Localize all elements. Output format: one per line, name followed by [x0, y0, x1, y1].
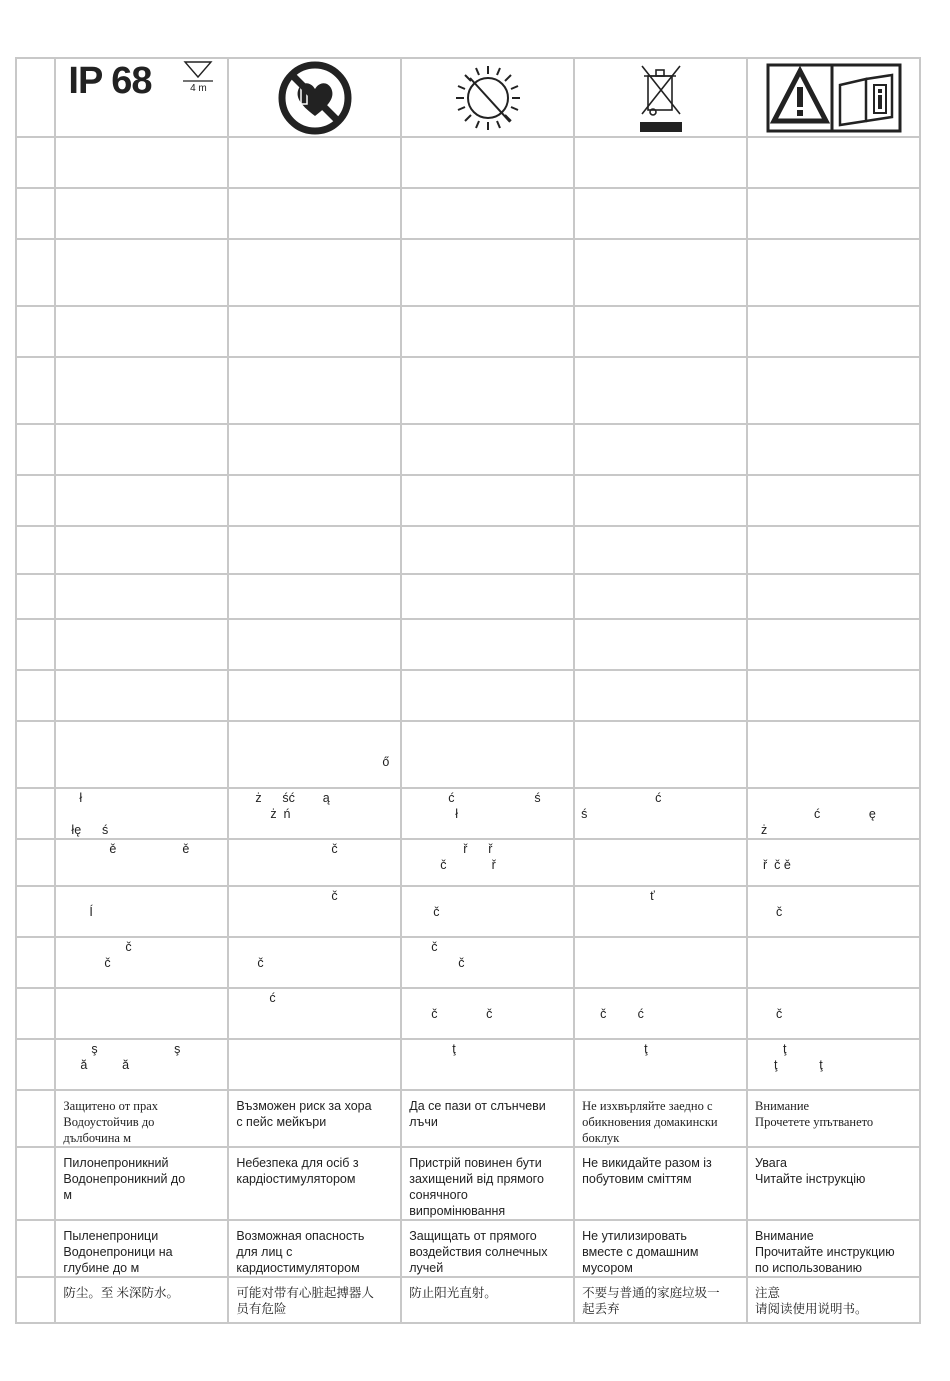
- sun-cell: [401, 58, 574, 137]
- pacemaker-text: 可能对带有心脏起搏器人 员有危险: [236, 1286, 374, 1316]
- sun-crossed-icon: [452, 62, 524, 134]
- warning-read-manual-icon: [766, 63, 902, 133]
- text-fragment: ť: [650, 889, 655, 903]
- table-row-ru: [16, 1220, 920, 1277]
- lang-cell: [16, 58, 55, 137]
- sunlight-text: Да се пази от слънчеви лъчи: [409, 1099, 546, 1129]
- sunlight-text: Пристрій повинен бути захищений від прямого сонячного випромінювання: [409, 1156, 544, 1218]
- text-fragment: č ř: [440, 858, 496, 872]
- text-fragment: ś: [581, 807, 588, 821]
- dust-water-text: Пилонепроникний Водонепроникний до м: [63, 1156, 186, 1202]
- table-row: [16, 475, 920, 526]
- manual-text: Внимание Прочитайте инструкцию по использованию: [755, 1229, 895, 1275]
- text-fragment: ż ść ą: [255, 791, 330, 805]
- pacemaker-cell: [228, 58, 401, 137]
- table-row-uk: [16, 1147, 920, 1220]
- depth-label: 4 m: [190, 83, 207, 94]
- text-fragment: č č: [431, 1007, 493, 1021]
- table-row: [16, 788, 920, 839]
- text-fragment: č: [431, 940, 438, 954]
- text-fragment: Í: [89, 905, 93, 919]
- table-row: [16, 619, 920, 670]
- dust-water-text: Защитено от прах Водоустойчив до дълбочина м: [63, 1099, 159, 1145]
- text-fragment: ć ś: [448, 791, 541, 805]
- text-fragment: ţ: [452, 1042, 456, 1056]
- manual-text: 注意 请阅读使用说明书。: [755, 1286, 868, 1316]
- text-fragment: č: [433, 905, 440, 919]
- table-row: [16, 137, 920, 188]
- pacemaker-text: Небезпека для осіб з кардіостимулятором: [236, 1156, 359, 1186]
- text-fragment: č: [458, 956, 465, 970]
- pacemaker-text: Възможен риск за хора с пейс мейкъри: [236, 1099, 372, 1129]
- table-row: [16, 574, 920, 619]
- table-row-zh: [16, 1277, 920, 1323]
- text-fragment: ř č ě: [763, 858, 791, 872]
- text-fragment: č: [776, 905, 783, 919]
- dust-water-text: 防尘。至 米深防水。: [63, 1286, 180, 1300]
- disposal-text: Не викидайте разом із побутовим сміттям: [582, 1156, 712, 1186]
- table-row: [16, 357, 920, 424]
- text-fragment: č: [331, 842, 338, 856]
- table-row: [16, 839, 920, 886]
- text-fragment: ć: [655, 791, 662, 805]
- table-row: [16, 424, 920, 475]
- disposal-text: Не изхвърляйте заедно с обикновения домакински боклук: [582, 1099, 718, 1145]
- text-fragment: ě ě: [109, 842, 190, 856]
- sunlight-text: Защищать от прямого воздействия солнечных лучей: [409, 1229, 548, 1275]
- table-row: [16, 1039, 920, 1090]
- water-level-icon: [183, 61, 213, 83]
- depth-marker: [182, 61, 214, 94]
- disposal-cell: [574, 58, 747, 137]
- ip-rating-cell: [55, 58, 228, 137]
- table-row: [16, 886, 920, 937]
- disposal-text: 不要与普通的家庭垃圾一 起丢弃: [582, 1286, 720, 1316]
- text-fragment: č: [104, 956, 111, 970]
- text-fragment: ż ń: [270, 807, 291, 821]
- text-fragment: ř ř: [463, 842, 493, 856]
- table-row: [16, 306, 920, 357]
- text-fragment: ć ę: [814, 807, 876, 821]
- text-fragment: ţ: [783, 1042, 787, 1056]
- text-fragment: ż: [761, 823, 768, 837]
- text-fragment: č: [331, 889, 338, 903]
- text-fragment: łę ś: [71, 823, 109, 837]
- table-row: [16, 239, 920, 306]
- text-fragment: ţ ţ: [774, 1058, 823, 1072]
- icon-row: [16, 58, 920, 137]
- table-row: [16, 937, 920, 988]
- table-row: [16, 526, 920, 574]
- manual-text: Внимание Прочетете упътването: [755, 1099, 874, 1129]
- table-row: [16, 670, 920, 721]
- text-fragment: ş ş: [91, 1042, 181, 1056]
- table-row: [16, 188, 920, 239]
- sunlight-text: 防止阳光直射。: [409, 1286, 497, 1300]
- text-fragment: č: [776, 1007, 783, 1021]
- no-pacemaker-icon: [277, 60, 353, 136]
- manual-cell: [747, 58, 920, 137]
- text-fragment: ł: [455, 807, 459, 821]
- dust-water-text: Пыленепроници Водонепроници на глубине до м: [63, 1229, 173, 1275]
- table-row: [16, 988, 920, 1039]
- symbol-table: [15, 57, 921, 1324]
- table-row: [16, 721, 920, 788]
- text-fragment: ă ă: [80, 1058, 130, 1072]
- manual-text: Увага Читайте інструкцію: [755, 1156, 866, 1186]
- crossed-bin-icon: [634, 62, 688, 134]
- text-fragment: č: [257, 956, 264, 970]
- ip-rating: IP 68: [68, 60, 152, 102]
- pacemaker-text: Возможная опасность для лиц с кардиостимулятором: [236, 1229, 365, 1275]
- text-fragment: ć: [269, 991, 276, 1005]
- disposal-text: Не утилизировать вместе с домашним мусором: [582, 1229, 699, 1275]
- text-fragment: č: [125, 940, 132, 954]
- text-fragment: ţ: [644, 1042, 648, 1056]
- text-fragment: č ć: [600, 1007, 644, 1021]
- text-fragment: ő: [382, 755, 390, 769]
- text-fragment: ł: [79, 791, 83, 805]
- table-row-bg: [16, 1090, 920, 1147]
